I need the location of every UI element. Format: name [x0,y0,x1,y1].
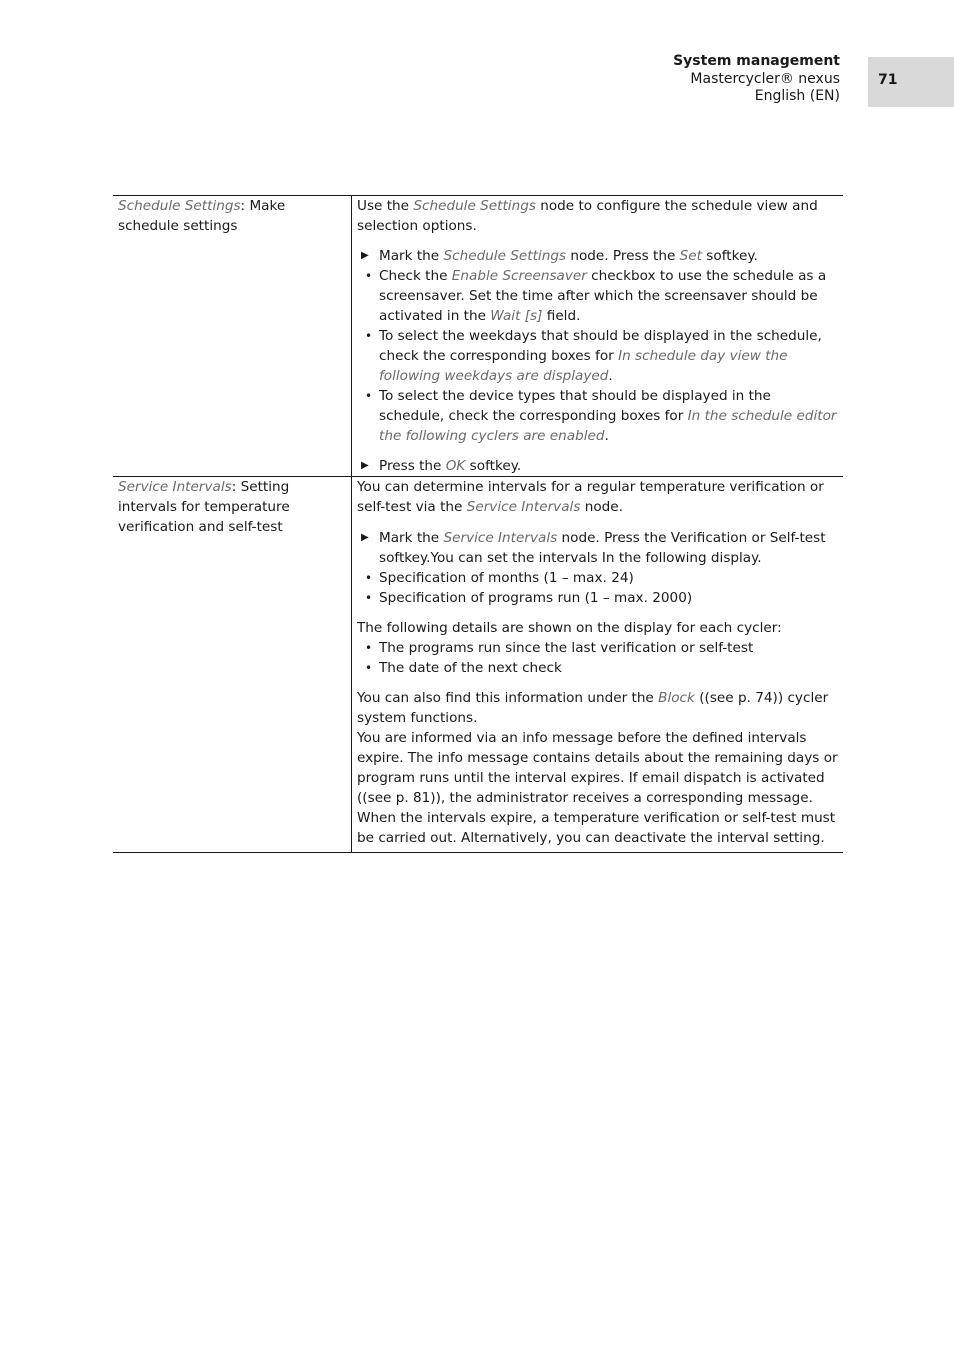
row-content-cell [352,477,844,853]
bullet-icon: • [365,329,373,343]
step-item: ▶ Press the OK softkey. [361,458,522,474]
row-content-cell [352,196,844,477]
intro-paragraph: You can determine intervals for a regular temperature verification or self-test via the Service Intervals node. [357,479,824,515]
details-list [357,638,839,678]
product-name: Mastercycler® nexus [690,70,840,87]
bullet-icon: • [365,571,373,585]
bullet-icon: • [365,269,373,283]
language-label: English (EN) [754,88,840,105]
step-arrow-icon: ▶ [361,532,369,543]
settings-table [113,195,843,853]
instruction-list [357,456,839,476]
table-row-schedule-settings [113,196,843,477]
step-item: ▶ Mark the Schedule Settings node. Press the Set softkey. [361,248,758,264]
setting-name: Schedule Settings [118,198,241,214]
bullet-item: • Check the Enable Screensaver checkbox to use the schedule as a screensaver. Set the time after which the screensaver should be activated in the Wait [s] field. [365,268,827,324]
page-number: 71 [868,57,954,107]
bullet-item: • Specification of programs run (1 – max. 2000) [365,590,693,606]
table-row-service-intervals [113,477,843,853]
section-title: System management [673,53,840,69]
row-label-cell [113,196,352,477]
info-paragraph: You can also find this information under the Block ((see p. 74)) cycler system functions. [357,690,829,726]
bullet-icon: • [365,641,373,655]
step-arrow-icon: ▶ [361,250,369,261]
bullet-item: • Specification of months (1 – max. 24) [365,570,634,586]
bullet-item: • To select the weekdays that should be displayed in the schedule, check the corresponding boxes for In schedule day view the following weekdays are displayed. [365,328,822,384]
setting-name: Service Intervals [118,479,232,495]
intro-paragraph: Use the Schedule Settings node to configure the schedule view and selection options. [357,198,818,234]
details-intro: The following details are shown on the display for each cycler: [357,620,782,636]
setting-description: : Setting intervals for temperature verification and self-test [118,479,290,535]
setting-description: : Make schedule settings [118,198,286,234]
bullet-item: • The date of the next check [365,660,562,676]
info-paragraph-2: You are informed via an info message before the defined intervals expire. The info message contains details about the remaining days or program runs until the interval expires. If email dispatch is activated ((see p. 81)), the administrator receives a corresponding message. When the intervals expire, a temperature verification or self-test must be carried out. Alternatively, you can deactivate the interval setting. [357,730,838,846]
step-item: ▶ Mark the Service Intervals node. Press the Verification or Self-test softkey.You can set the intervals In the following display. [361,530,826,566]
bullet-item: • To select the device types that should be displayed in the schedule, check the corresponding boxes for In the schedule editor the following cyclers are enabled. [365,388,837,444]
bullet-icon: • [365,661,373,675]
running-header [673,53,840,106]
instruction-list [357,528,839,608]
bullet-item: • The programs run since the last verification or self-test [365,640,754,656]
instruction-list [357,246,839,446]
step-arrow-icon: ▶ [361,460,369,471]
bullet-icon: • [365,591,373,605]
bullet-icon: • [365,389,373,403]
row-label-cell [113,477,352,853]
